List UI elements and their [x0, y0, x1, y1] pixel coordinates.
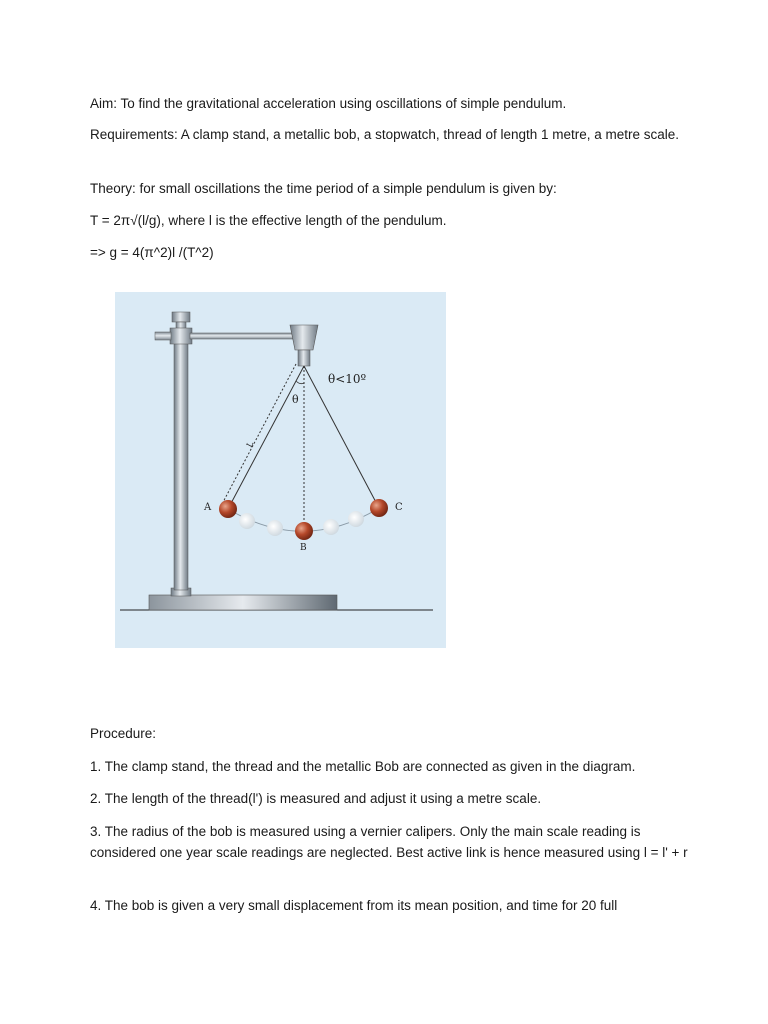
theta-label: θ [292, 393, 299, 406]
procedure-step: 1. The clamp stand, the thread and the metallic Bob are connected as given in the diagram. [90, 759, 636, 774]
ghost-bob [323, 519, 339, 535]
suspension-clamp [298, 350, 310, 366]
figure-background [115, 292, 446, 648]
ghost-bob [267, 520, 283, 536]
length-label: L [244, 440, 256, 449]
point-b-label: B [300, 543, 307, 553]
formula-g: => g = 4(π^2)l /(T^2) [90, 245, 214, 260]
aim-text: Aim: To find the gravitational acceleration using oscillations of simple pendulum. [90, 96, 567, 111]
theory-text: Theory: for small oscillations the time period of a simple pendulum is given by: [90, 181, 557, 196]
angle-label: θ<10º [328, 372, 367, 386]
point-a-label: A [204, 502, 212, 513]
procedure-step: 3. The radius of the bob is measured using a vernier calipers. Only the main scale reading is considered one year scale readings are neglected. Best active link is hence measured using l = l' + r [90, 824, 688, 860]
requirements-text: Requirements: A clamp stand, a metallic bob, a stopwatch, thread of length 1 metre, a metre scale. [90, 127, 680, 142]
procedure-step: 2. The length of the thread(l') is measured and adjust it using a metre scale. [90, 791, 542, 806]
formula-period: T = 2π√(l/g), where l is the effective length of the pendulum. [90, 213, 447, 228]
bob-b [295, 522, 313, 540]
clamp-knob [155, 332, 171, 340]
pendulum-svg [115, 292, 446, 648]
clamp-arm [190, 333, 302, 339]
clamp-boss [170, 328, 192, 344]
stand-pole [174, 330, 188, 590]
bob-c [370, 499, 388, 517]
pendulum-diagram [115, 292, 446, 648]
point-c-label: C [395, 502, 403, 513]
ghost-bob [239, 513, 255, 529]
ghost-bob [348, 511, 364, 527]
suspension-cork [290, 325, 318, 350]
stand-base [149, 595, 337, 610]
bob-a [219, 500, 237, 518]
procedure-step: 4. The bob is given a very small displacement from its mean position, and time for 20 full [90, 898, 618, 913]
clamp-top [172, 312, 190, 322]
procedure-heading: Procedure: [90, 726, 157, 741]
